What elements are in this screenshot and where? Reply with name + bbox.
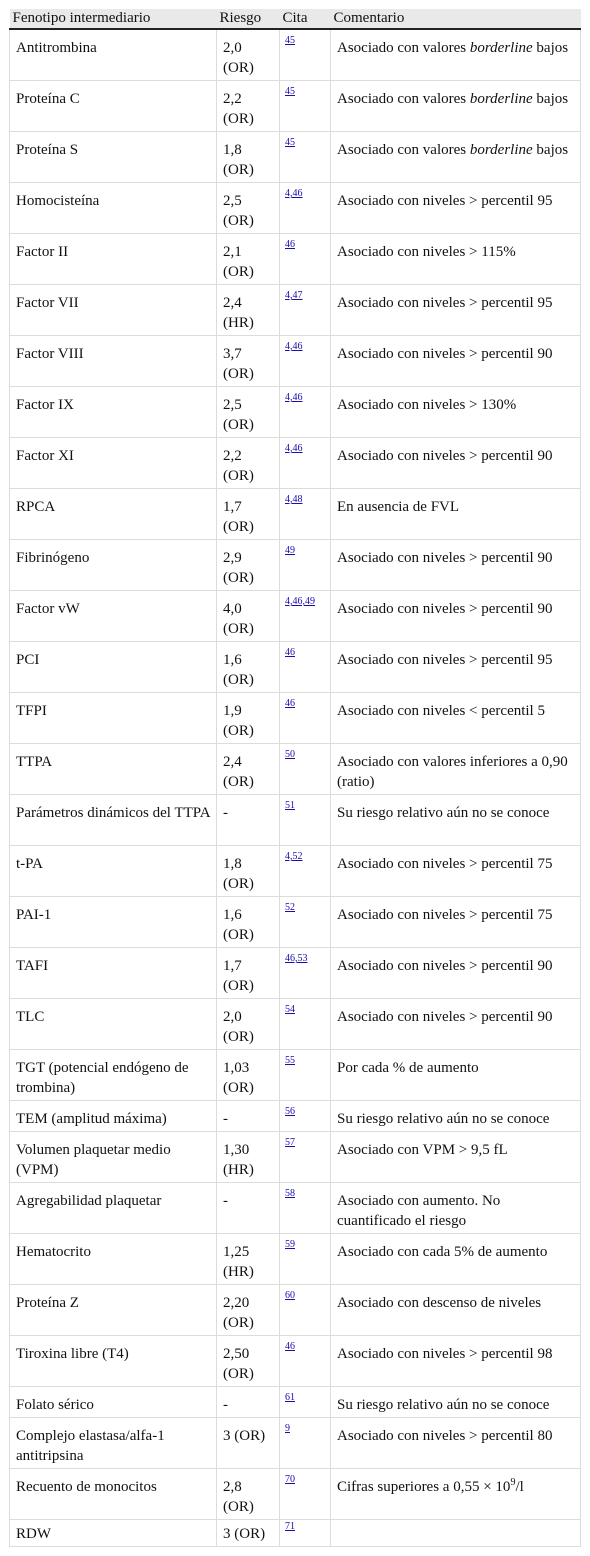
- cell-phenotype: Proteína Z: [10, 1285, 217, 1336]
- cell-phenotype: Fibrinógeno: [10, 540, 217, 591]
- comment-text: Asociado con valores: [337, 142, 470, 158]
- citation-link[interactable]: 52: [285, 902, 295, 913]
- cell-risk: -: [217, 1387, 280, 1418]
- citation-link[interactable]: 70: [285, 1474, 295, 1485]
- cell-cite: [280, 1418, 331, 1469]
- cell-phenotype: PCI: [10, 642, 217, 693]
- cell-risk: 1,7 (OR): [217, 948, 280, 999]
- table-row: [10, 1387, 581, 1418]
- cell-risk: 3 (OR): [217, 1520, 280, 1547]
- cell-cite: [280, 387, 331, 438]
- cell-risk: 1,30 (HR): [217, 1132, 280, 1183]
- cell-cite: [280, 1469, 331, 1520]
- cell-phenotype: RDW: [10, 1520, 217, 1547]
- phenotype-risk-table: [9, 9, 581, 1547]
- cell-phenotype: Proteína S: [10, 132, 217, 183]
- cell-phenotype: TLC: [10, 999, 217, 1050]
- cell-cite: [280, 591, 331, 642]
- citation-link[interactable]: 59: [285, 1239, 295, 1250]
- cell-risk: 2,2 (OR): [217, 81, 280, 132]
- cell-risk: -: [217, 795, 280, 846]
- cell-comment: Su riesgo relativo aún no se conoce: [331, 1101, 581, 1132]
- cell-comment: Asociado con niveles > percentil 95: [331, 183, 581, 234]
- cell-risk: 3,7 (OR): [217, 336, 280, 387]
- table-row: [10, 1132, 581, 1183]
- cell-phenotype: Complejo elastasa/alfa-1 antitripsina: [10, 1418, 217, 1469]
- cell-cite: [280, 29, 331, 81]
- cell-risk: 4,0 (OR): [217, 591, 280, 642]
- citation-link[interactable]: 56: [285, 1106, 295, 1117]
- cell-comment: [331, 1520, 581, 1547]
- citation-link[interactable]: 45: [285, 35, 295, 46]
- citation-link[interactable]: 51: [285, 800, 295, 811]
- table-row: [10, 29, 581, 81]
- table-row: [10, 489, 581, 540]
- cell-comment: Asociado con niveles > 130%: [331, 387, 581, 438]
- citation-link[interactable]: 4,46: [285, 392, 303, 403]
- cell-cite: [280, 489, 331, 540]
- cell-comment: [331, 81, 581, 132]
- table-row: [10, 795, 581, 846]
- citation-link[interactable]: 4,48: [285, 494, 303, 505]
- header-risk: Riesgo: [217, 9, 280, 29]
- comment-text: bajos: [532, 40, 569, 56]
- cell-risk: 1,6 (OR): [217, 897, 280, 948]
- cell-comment: Asociado con niveles > percentil 90: [331, 336, 581, 387]
- cell-cite: [280, 693, 331, 744]
- cell-comment: Su riesgo relativo aún no se conoce: [331, 1387, 581, 1418]
- cell-comment: Asociado con niveles > percentil 90: [331, 999, 581, 1050]
- cell-cite: [280, 285, 331, 336]
- table-row: [10, 1469, 581, 1520]
- table-row: [10, 438, 581, 489]
- citation-link[interactable]: 55: [285, 1055, 295, 1066]
- cell-cite: [280, 1132, 331, 1183]
- cell-cite: [280, 846, 331, 897]
- citation-link[interactable]: 49: [285, 545, 295, 556]
- cell-phenotype: Factor IX: [10, 387, 217, 438]
- table-row: [10, 744, 581, 795]
- table-row: [10, 132, 581, 183]
- cell-cite: [280, 1387, 331, 1418]
- cell-cite: [280, 642, 331, 693]
- citation-link[interactable]: 9: [285, 1423, 290, 1434]
- cell-comment: Asociado con niveles > percentil 95: [331, 642, 581, 693]
- cell-comment: Asociado con valores inferiores a 0,90 (ratio): [331, 744, 581, 795]
- cell-risk: 1,9 (OR): [217, 693, 280, 744]
- cell-risk: 2,0 (OR): [217, 999, 280, 1050]
- cell-risk: 2,9 (OR): [217, 540, 280, 591]
- comment-text: bajos: [532, 142, 569, 158]
- cell-phenotype: Agregabilidad plaquetar: [10, 1183, 217, 1234]
- cell-comment: Asociado con niveles > percentil 90: [331, 948, 581, 999]
- cell-comment: En ausencia de FVL: [331, 489, 581, 540]
- cell-phenotype: PAI-1: [10, 897, 217, 948]
- table-row: [10, 234, 581, 285]
- table-row: [10, 1520, 581, 1547]
- comment-italic-term: borderline: [469, 142, 533, 158]
- cell-phenotype: Factor VII: [10, 285, 217, 336]
- cell-phenotype: Proteína C: [10, 81, 217, 132]
- cell-phenotype: t-PA: [10, 846, 217, 897]
- citation-link[interactable]: 4,46: [285, 443, 303, 454]
- table-row: [10, 948, 581, 999]
- cell-cite: [280, 1101, 331, 1132]
- cell-comment: Asociado con niveles > percentil 75: [331, 897, 581, 948]
- cell-comment: Asociado con niveles > percentil 80: [331, 1418, 581, 1469]
- cell-comment: Asociado con niveles > 115%: [331, 234, 581, 285]
- cell-comment: [331, 29, 581, 81]
- cell-cite: [280, 948, 331, 999]
- cell-phenotype: TAFI: [10, 948, 217, 999]
- header-comment: Comentario: [331, 9, 581, 29]
- table-row: [10, 1418, 581, 1469]
- citation-link[interactable]: 57: [285, 1137, 295, 1148]
- cell-phenotype: TEM (amplitud máxima): [10, 1101, 217, 1132]
- cell-risk: 3 (OR): [217, 1418, 280, 1469]
- cell-cite: [280, 1234, 331, 1285]
- cell-comment: Asociado con niveles > percentil 75: [331, 846, 581, 897]
- comment-text: bajos: [532, 91, 569, 107]
- table-row: [10, 1285, 581, 1336]
- cell-phenotype: Homocisteína: [10, 183, 217, 234]
- comment-text: Asociado con valores: [337, 40, 470, 56]
- cell-risk: 2,5 (OR): [217, 183, 280, 234]
- table-body: [10, 29, 581, 1547]
- cell-risk: 2,4 (HR): [217, 285, 280, 336]
- cell-phenotype: TGT (potencial endógeno de trombina): [10, 1050, 217, 1101]
- comment-text: Cifras superiores a 0,55 × 10: [337, 1479, 511, 1495]
- comment-text: /l: [515, 1479, 524, 1495]
- cell-phenotype: Folato sérico: [10, 1387, 217, 1418]
- cell-cite: [280, 897, 331, 948]
- citation-link[interactable]: 4,46,49: [285, 596, 315, 607]
- cell-phenotype: RPCA: [10, 489, 217, 540]
- cell-comment: Asociado con VPM > 9,5 fL: [331, 1132, 581, 1183]
- citation-link[interactable]: 4,46: [285, 188, 303, 199]
- cell-phenotype: TFPI: [10, 693, 217, 744]
- cell-risk: 2,2 (OR): [217, 438, 280, 489]
- cell-cite: [280, 540, 331, 591]
- citation-link[interactable]: 45: [285, 137, 295, 148]
- cell-cite: [280, 132, 331, 183]
- cell-comment: Asociado con niveles > percentil 90: [331, 438, 581, 489]
- cell-risk: 2,0 (OR): [217, 29, 280, 81]
- cell-cite: [280, 336, 331, 387]
- table-container: [9, 9, 580, 1547]
- table-row: [10, 183, 581, 234]
- header-phenotype: Fenotipo intermediario: [10, 9, 217, 29]
- cell-cite: [280, 81, 331, 132]
- table-row: [10, 897, 581, 948]
- cell-risk: 1,7 (OR): [217, 489, 280, 540]
- cell-phenotype: Factor II: [10, 234, 217, 285]
- cell-cite: [280, 1183, 331, 1234]
- comment-italic-term: borderline: [469, 40, 533, 56]
- cell-phenotype: Volumen plaquetar medio (VPM): [10, 1132, 217, 1183]
- cell-risk: 2,4 (OR): [217, 744, 280, 795]
- comment-italic-term: borderline: [469, 91, 533, 107]
- citation-link[interactable]: 58: [285, 1188, 295, 1199]
- cell-cite: [280, 438, 331, 489]
- citation-link[interactable]: 4,47: [285, 290, 303, 301]
- cell-risk: 2,8 (OR): [217, 1469, 280, 1520]
- cell-comment: Asociado con descenso de niveles: [331, 1285, 581, 1336]
- citation-link[interactable]: 4,46: [285, 341, 303, 352]
- cell-phenotype: TTPA: [10, 744, 217, 795]
- citation-link[interactable]: 46: [285, 1341, 295, 1352]
- table-row: [10, 591, 581, 642]
- cell-risk: -: [217, 1101, 280, 1132]
- cell-phenotype: Parámetros dinámicos del TTPA: [10, 795, 217, 846]
- cell-risk: 1,03 (OR): [217, 1050, 280, 1101]
- cell-risk: 2,50 (OR): [217, 1336, 280, 1387]
- cell-phenotype: Tiroxina libre (T4): [10, 1336, 217, 1387]
- cell-risk: 2,1 (OR): [217, 234, 280, 285]
- cell-risk: 1,25 (HR): [217, 1234, 280, 1285]
- citation-link[interactable]: 54: [285, 1004, 295, 1015]
- table-row: [10, 1101, 581, 1132]
- table-row: [10, 285, 581, 336]
- cell-phenotype: Factor vW: [10, 591, 217, 642]
- header-row: [10, 9, 581, 29]
- comment-exponent: 9: [510, 1477, 516, 1488]
- table-row: [10, 846, 581, 897]
- citation-link[interactable]: 4,52: [285, 851, 303, 862]
- table-row: [10, 540, 581, 591]
- cell-risk: 1,8 (OR): [217, 846, 280, 897]
- cell-cite: [280, 234, 331, 285]
- citation-link[interactable]: 46: [285, 698, 295, 709]
- table-row: [10, 693, 581, 744]
- citation-link[interactable]: 60: [285, 1290, 295, 1301]
- cell-risk: -: [217, 1183, 280, 1234]
- cell-comment: Asociado con niveles > percentil 90: [331, 591, 581, 642]
- citation-link[interactable]: 46: [285, 647, 295, 658]
- cell-comment: Asociado con niveles > percentil 95: [331, 285, 581, 336]
- cell-comment: [331, 132, 581, 183]
- citation-link[interactable]: 45: [285, 86, 295, 97]
- cell-cite: [280, 1520, 331, 1547]
- citation-link[interactable]: 46,53: [285, 953, 308, 964]
- citation-link[interactable]: 46: [285, 239, 295, 250]
- cell-phenotype: Antitrombina: [10, 29, 217, 81]
- table-row: [10, 1183, 581, 1234]
- cell-comment: Su riesgo relativo aún no se conoce: [331, 795, 581, 846]
- cell-cite: [280, 999, 331, 1050]
- table-row: [10, 1050, 581, 1101]
- citation-link[interactable]: 71: [285, 1521, 295, 1532]
- cell-comment: Asociado con cada 5% de aumento: [331, 1234, 581, 1285]
- citation-link[interactable]: 61: [285, 1392, 295, 1403]
- citation-link[interactable]: 50: [285, 749, 295, 760]
- cell-phenotype: Recuento de monocitos: [10, 1469, 217, 1520]
- cell-comment: [331, 1469, 581, 1520]
- cell-cite: [280, 1336, 331, 1387]
- cell-cite: [280, 795, 331, 846]
- table-row: [10, 81, 581, 132]
- table-row: [10, 1336, 581, 1387]
- cell-comment: Asociado con niveles < percentil 5: [331, 693, 581, 744]
- cell-risk: 2,5 (OR): [217, 387, 280, 438]
- cell-cite: [280, 1285, 331, 1336]
- cell-comment: Asociado con aumento. No cuantificado el riesgo: [331, 1183, 581, 1234]
- cell-cite: [280, 1050, 331, 1101]
- cell-cite: [280, 183, 331, 234]
- comment-text: Asociado con valores: [337, 91, 470, 107]
- table-header: [10, 9, 581, 29]
- table-row: [10, 1234, 581, 1285]
- cell-comment: Asociado con niveles > percentil 90: [331, 540, 581, 591]
- cell-phenotype: Factor VIII: [10, 336, 217, 387]
- cell-risk: 1,8 (OR): [217, 132, 280, 183]
- cell-phenotype: Factor XI: [10, 438, 217, 489]
- cell-cite: [280, 744, 331, 795]
- table-row: [10, 336, 581, 387]
- table-row: [10, 999, 581, 1050]
- header-cite: Cita: [280, 9, 331, 29]
- cell-comment: Por cada % de aumento: [331, 1050, 581, 1101]
- cell-risk: 2,20 (OR): [217, 1285, 280, 1336]
- table-row: [10, 642, 581, 693]
- cell-risk: 1,6 (OR): [217, 642, 280, 693]
- table-row: [10, 387, 581, 438]
- cell-phenotype: Hematocrito: [10, 1234, 217, 1285]
- cell-comment: Asociado con niveles > percentil 98: [331, 1336, 581, 1387]
